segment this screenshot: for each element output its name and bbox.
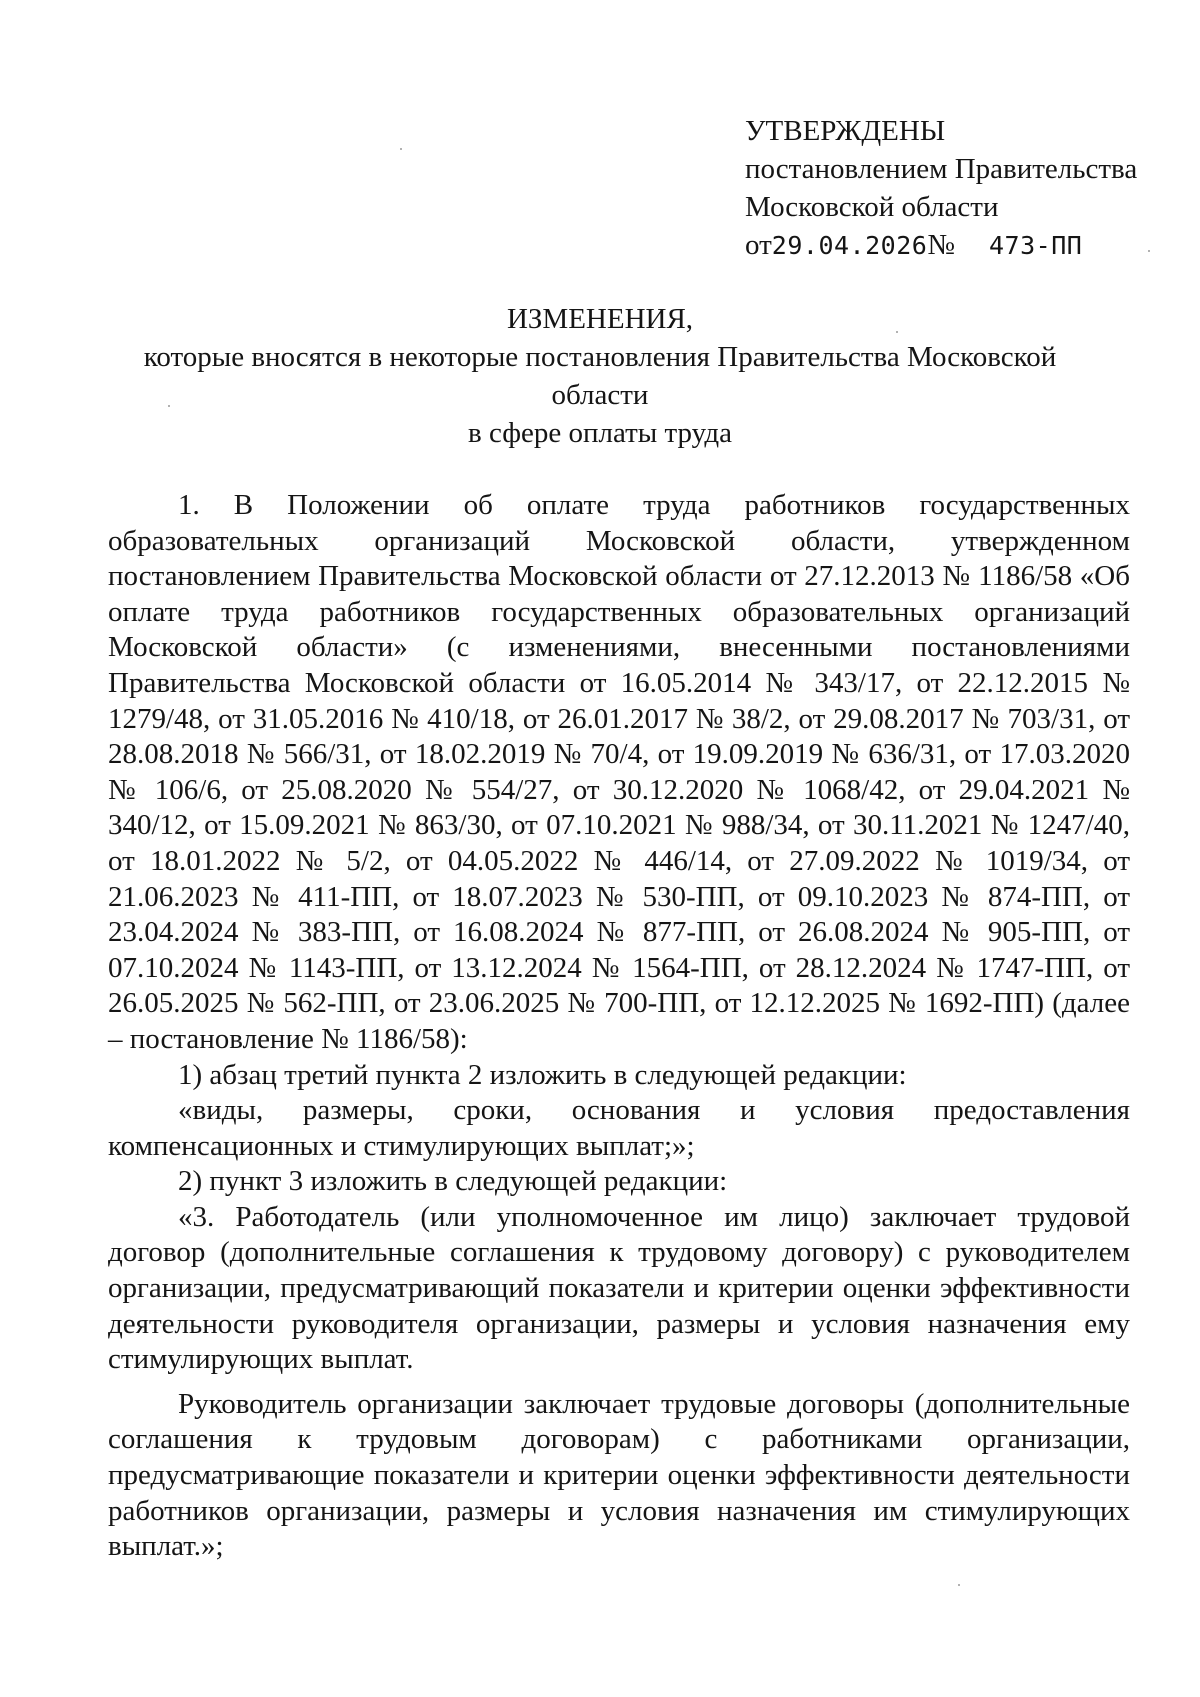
approval-line-1: постановлением Правительства [745,153,1138,185]
paragraph-5: «3. Работодатель (или уполномоченное им лицо) заключает трудовой договор (дополнительные соглашения к трудовому договору) с руководителем организации, предусматривающий показатели и критерии оценки эффективности деятельности руководителя организации, размеры и условия назначения ему стимулирующих выплат. [108,1200,1130,1376]
approval-date-line [745,226,1165,265]
paragraph-4: 2) пункт 3 изложить в следующей редакции: [178,1165,728,1198]
paragraph-3: «виды, размеры, сроки, основания и условия предоставления компенсационных и стимулирующих выплат;»; [108,1094,1130,1162]
approval-number-sign: № [927,229,955,261]
document-subtitle-line-1: которые вносятся в некоторые постановления Правительства Московской области [143,341,1057,411]
approval-date-prefix: от [745,229,772,261]
approval-number: 473-ПП [988,231,1083,260]
paragraph-6: Руководитель организации заключает трудовые договоры (дополнительные соглашения к трудовым договорам) с работниками организации, предусматривающие показатели и критерии оценки эффективности деятельности работников организации, размеры и условия назначения им стимулирующих выплат.»; [108,1387,1130,1563]
document-subtitle-line-2: в сфере оплаты труда [468,417,732,449]
scan-speck [896,331,898,333]
paragraph-2: 1) абзац третий пункта 2 изложить в следующей редакции: [178,1058,907,1091]
document-title: ИЗМЕНЕНИЯ, [506,303,694,335]
scan-speck [1148,250,1150,252]
scan-speck [168,405,170,407]
approval-line-2: Московской области [745,191,999,223]
document-heading [100,300,1100,452]
approval-title: УТВЕРЖДЕНЫ [745,115,946,147]
approval-block [745,112,1165,265]
scan-speck [400,148,402,150]
paragraph-1: 1. В Положении об оплате труда работников государственных образовательных организаций Московской области, утвержденном постановлением Правительства Московской области от 27.12.2013 № 1186/58 «Об оплате труда работников государственных образовательных организаций Московской области» (с изменениями, внесенными постановлениями Правительства Московской области от 16.05.2014 № 343/17, от 22.12.2015 № 1279/48, от 31.05.2016 № 410/18, от 26.01.2017 № 38/2, от 29.08.2017 № 703/31, от 28.08.2018 № 566/31, от 18.02.2019 № 70/4, от 19.09.2019 № 636/31, от 17.03.2020 № 106/6, от 25.08.2020 № 554/27, от 30.12.2020 № 1068/42, от 29.04.2021 № 340/12, от 15.09.2021 № 863/30, от 07.10.2021 № 988/34, от 30.11.2021 № 1247/40, от 18.01.2022 № 5/2, от 04.05.2022 № 446/14, от 27.09.2022 № 1019/34, от 21.06.2023 № 411-ПП, от 18.07.2023 № 530-ПП, от 09.10.2023 № 874-ПП, от 23.04.2024 № 383-ПП, от 16.08.2024 № 877-ПП, от 26.08.2024 № 905-ПП, от 07.10.2024 № 1143-ПП, от 13.12.2024 № 1564-ПП, от 28.12.2024 № 1747-ПП, от 26.05.2025 № 562-ПП, от 23.06.2025 № 700-ПП, от 12.12.2025 № 1692-ПП) (далее – постановление № 1186/58): [108,489,1130,1055]
approval-date: 29.04.2026 [771,231,928,260]
document-body [108,488,1130,1565]
scan-speck [958,1584,960,1586]
